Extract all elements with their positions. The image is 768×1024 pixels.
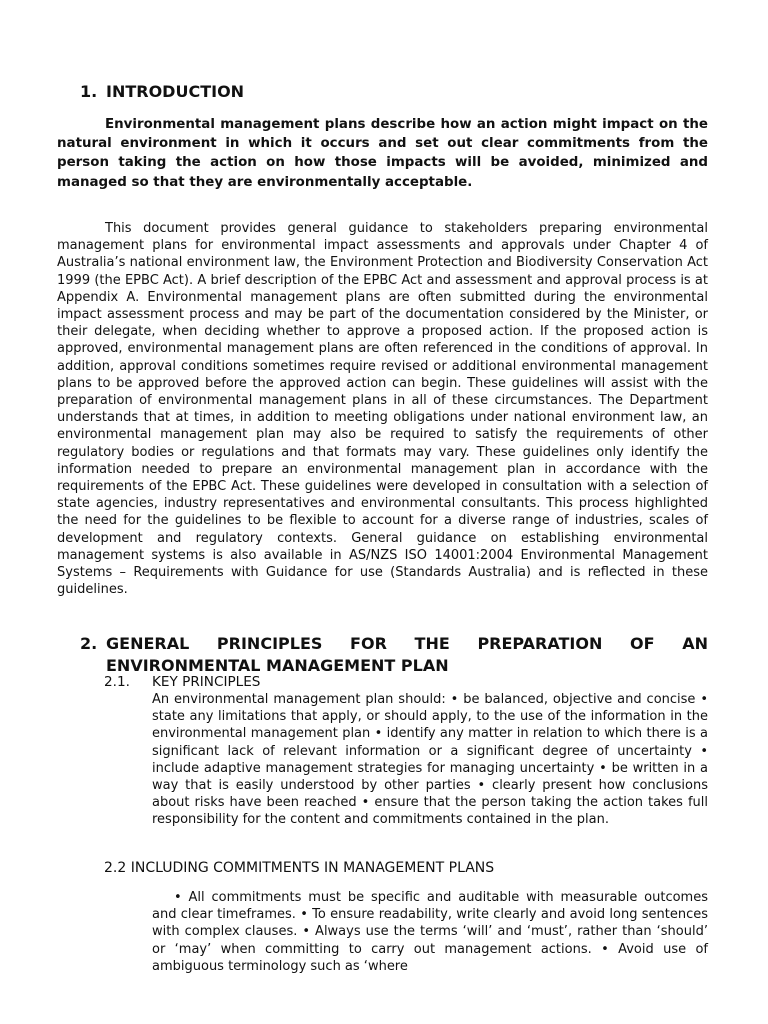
section-2-heading [80, 633, 708, 677]
commitments-paragraph: • All commitments must be specific and auditable with measurable outcomes and clear timeframes. • To ensure readability, write clearly and avoid long sentences with complex clauses. • Always use the terms ‘will’ and ‘must’, rather than ‘should’ or ‘may’ when committing to carry out management actions. • Avoid use of ambiguous terminology such as ‘where [152, 890, 708, 974]
section-1-heading [80, 82, 244, 102]
subsection-2-1-heading [104, 674, 260, 691]
section-1-title: INTRODUCTION [106, 82, 245, 101]
key-principles-paragraph: An environmental management plan should: • be balanced, objective and concise • state any limitations that apply, or should apply, to the use of the information in the environmental management plan • identify any matter in relation to which there is a significant lack of relevant information or a significant degree of uncertainty • include adaptive management strategies for managing uncertainty • be written in a way that is easily understood by other parties • clearly present how conclusions about risks have been reached • ensure that the person taking the action takes full responsibility for the content and commitments contained in the plan. [152, 692, 708, 828]
section-1-number: 1. [80, 82, 98, 101]
intro-body-paragraph: This document provides general guidance to stakeholders preparing environmental management plans for environmental impact assessments and approvals under Chapter 4 of Australia’s national environment law, the Environment Protection and Biodiversity Conservation Act 1999 (the EPBC Act). A brief description of the EPBC Act and assessment and approval process is at Appendix A. Environmental management plans are often submitted during the environmental impact assessment process and may be part of the documentation considered by the Minister, or their delegate, when deciding whether to approve a proposed action. If the proposed action is approved, environmental management plans are often referenced in the conditions of approval. In addition, approval conditions sometimes require revised or additional environmental management plans to be approved before the approved action can begin. These guidelines will assist with the preparation of environmental management plans in all of these circumstances. The Department understands that at times, in addition to meeting obligations under national environment law, an environmental management plan may also be required to satisfy the requirements of other regulatory bodies or regulations and that formats may vary. These guidelines only identify the information needed to prepare an environmental management plan in accordance with the requirements of the EPBC Act. These guidelines were developed in consultation with a selection of state agencies, industry representatives and environmental consultants. This process highlighted the need for the guidelines to be flexible to account for a diverse range of industries, scales of development and regulatory contexts. General guidance on establishing environmental management systems is also available in AS/NZS ISO 14001:2004 Environmental Management Systems – Requirements with Guidance for use (Standards Australia) and is reflected in these guidelines. [57, 221, 708, 598]
subsection-2-1-title: KEY PRINCIPLES [152, 674, 261, 690]
section-2-title: GENERAL PRINCIPLES FOR THE PREPARATION OF AN ENVIRONMENTAL MANAGEMENT PLAN [106, 634, 708, 675]
section-2-number: 2. [80, 634, 98, 653]
subsection-2-2-heading: 2.2 INCLUDING COMMITMENTS IN MANAGEMENT PLANS [104, 860, 495, 876]
intro-lead-paragraph: Environmental management plans describe how an action might impact on the natural environment in which it occurs and set out clear commitments from the person taking the action on how those impacts will be avoided, minimized and managed so that they are environmentally acceptable. [57, 117, 708, 190]
subsection-2-1-number: 2.1. [104, 674, 130, 690]
